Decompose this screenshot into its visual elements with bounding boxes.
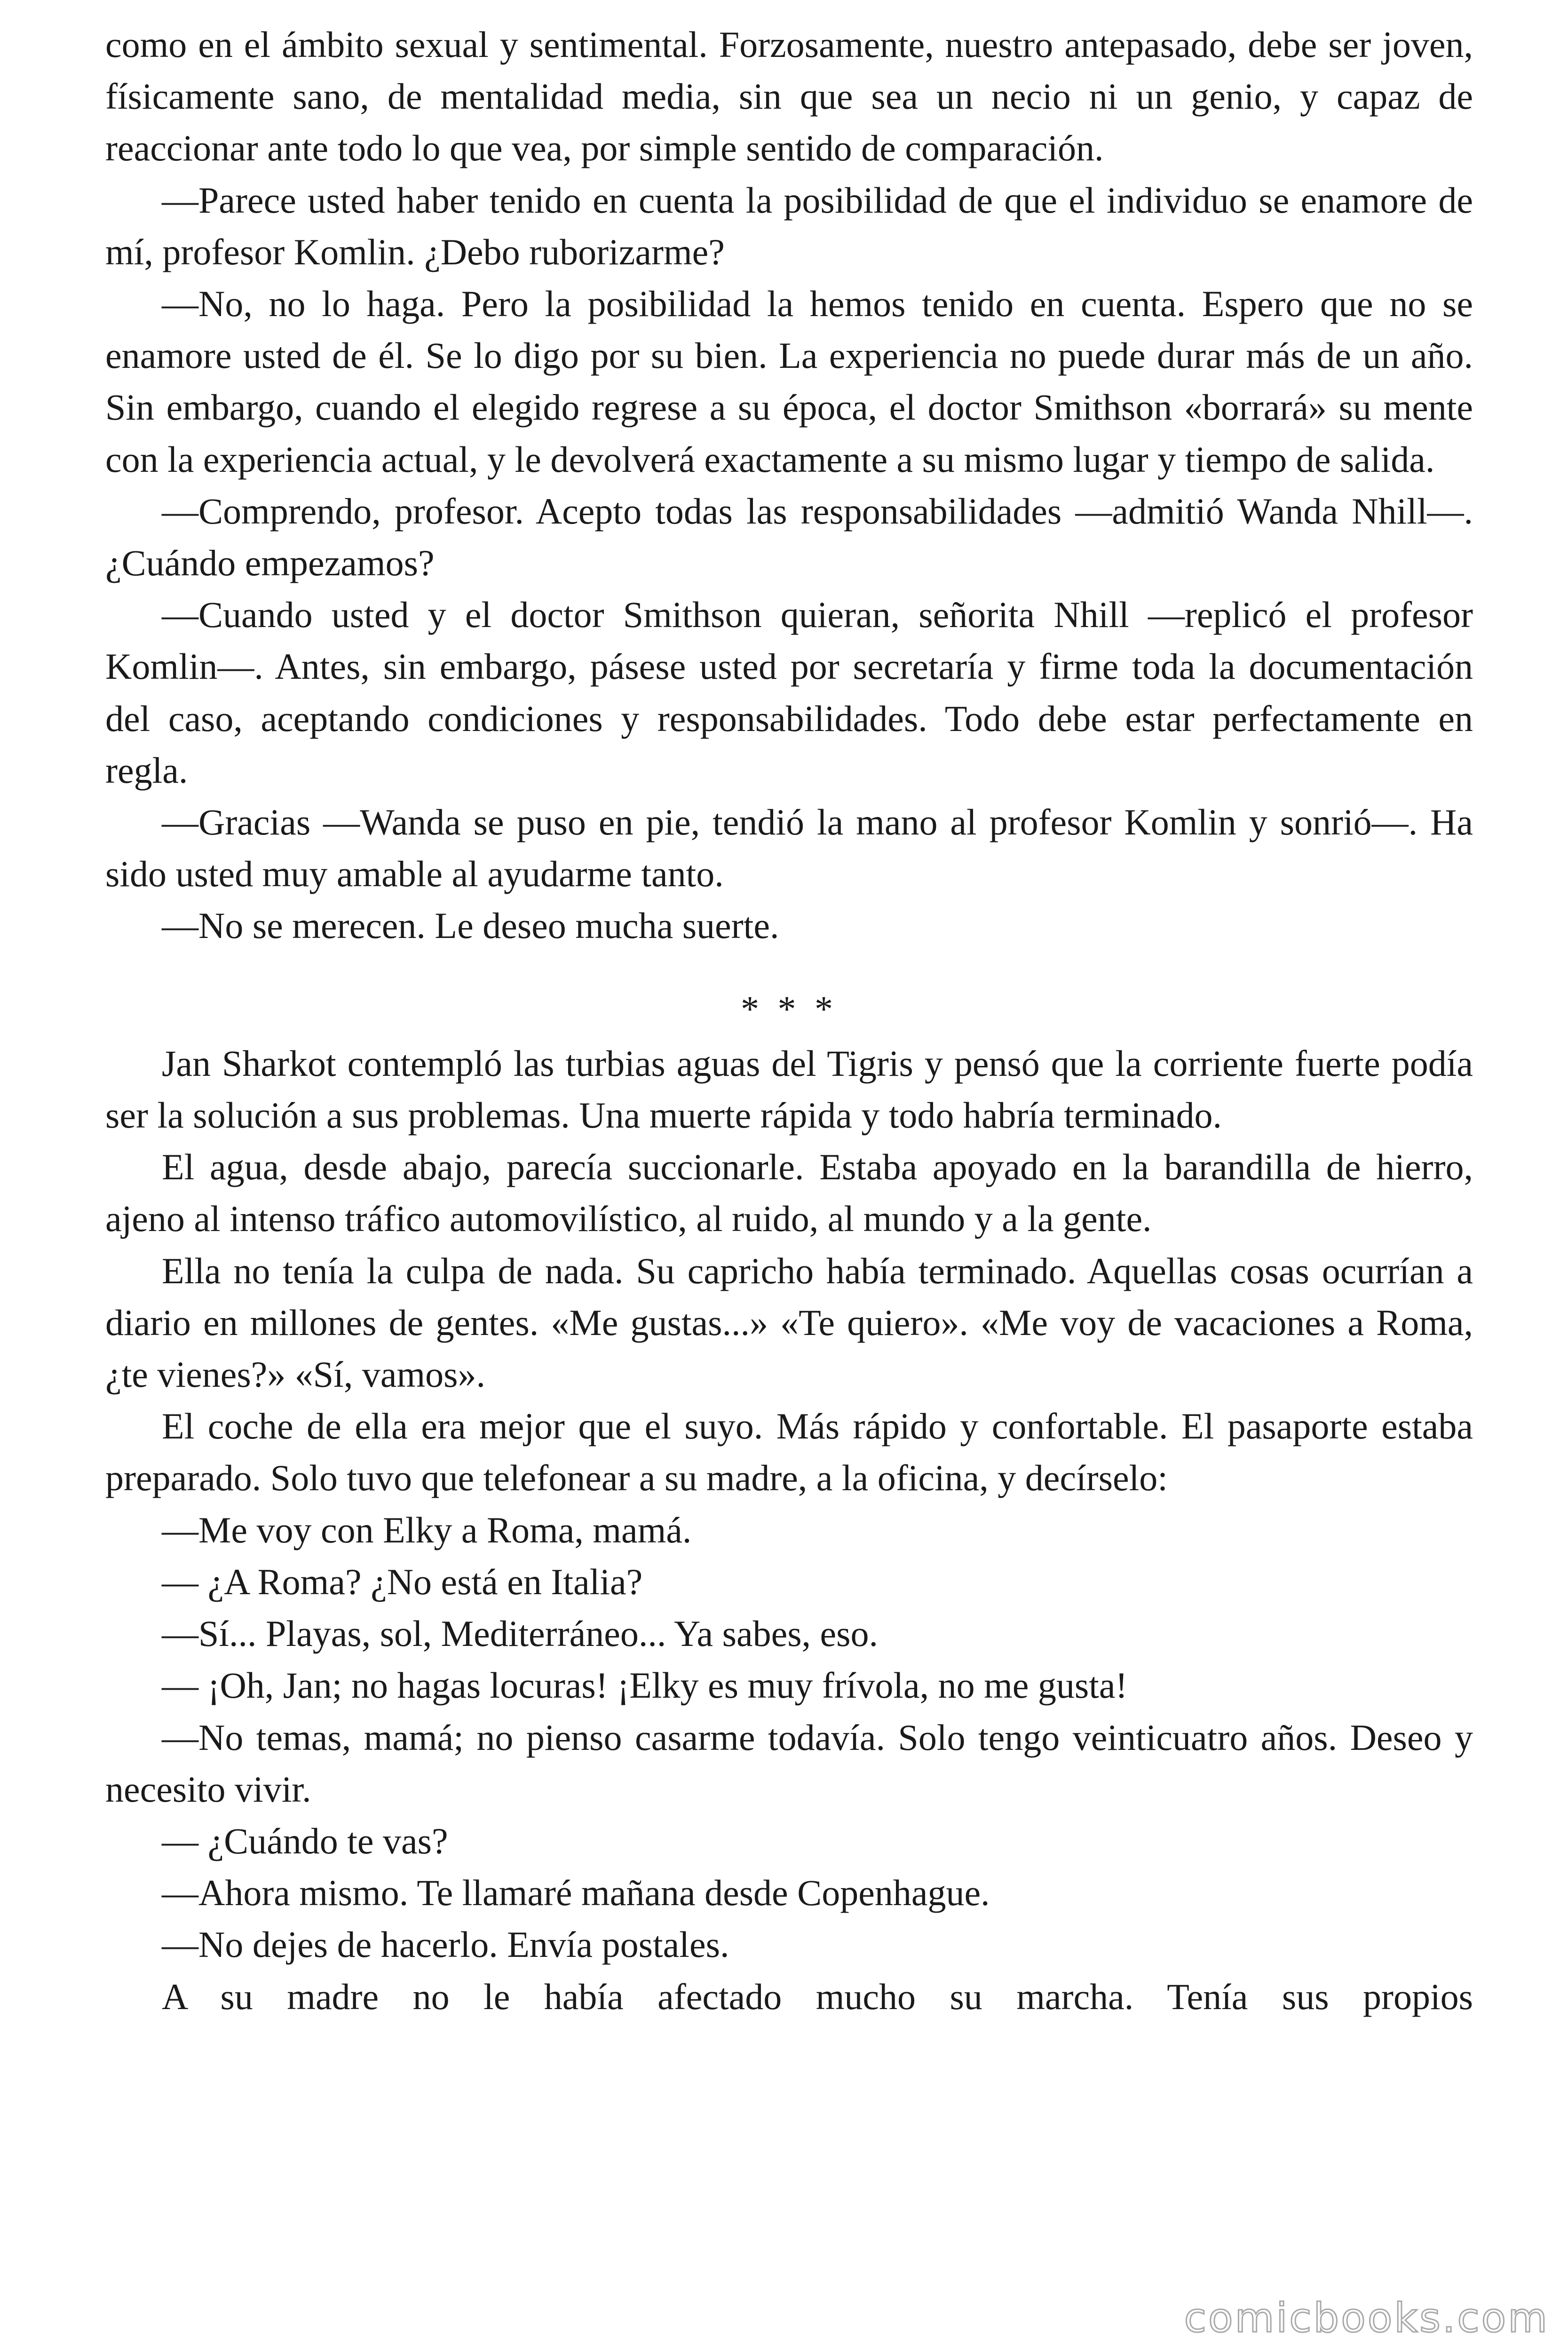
- paragraph-dialogue: —Sí... Playas, sol, Mediterráneo... Ya sabes, eso.: [162, 1613, 879, 1654]
- paragraph-dialogue: — ¿A Roma? ¿No está en Italia?: [162, 1561, 643, 1602]
- paragraph-narrative: Ella no tenía la culpa de nada. Su capricho había terminado. Aquellas cosas ocurrían a diario en millones de gentes. «Me gustas...» «Te quiero». «Me voy de vacaciones a Roma, ¿te vienes?» «Sí, vamos».: [105, 1250, 1473, 1395]
- paragraph-narrative: El agua, desde abajo, parecía succionarle. Estaba apoyado en la barandilla de hierro, ajeno al intenso tráfico automovilístico, al ruido, al mundo y a la gente.: [105, 1146, 1473, 1240]
- paragraph-dialogue: — ¿Cuándo te vas?: [162, 1820, 448, 1861]
- paragraph-dialogue: —Parece usted haber tenido en cuenta la posibilidad de que el individuo se enamore de mí, profesor Komlin. ¿Debo ruborizarme?: [105, 179, 1473, 272]
- paragraph-dialogue: —Cuando usted y el doctor Smithson quieran, señorita Nhill —replicó el profesor Komlin—. Antes, sin embargo, pásese usted por secretaría y firme toda la documentación del caso, aceptando condiciones y responsabilidades. Todo debe estar perfectamente en regla.: [105, 594, 1473, 791]
- paragraph-dialogue: —Gracias —Wanda se puso en pie, tendió la mano al profesor Komlin y sonrió—. Ha sido usted muy amable al ayudarme tanto.: [105, 802, 1473, 895]
- paragraph-dialogue: —Me voy con Elky a Roma, mamá.: [162, 1509, 692, 1550]
- paragraph-dialogue: —Ahora mismo. Te llamaré mañana desde Copenhague.: [162, 1872, 990, 1914]
- paragraph-dialogue: —No dejes de hacerlo. Envía postales.: [162, 1924, 729, 1965]
- paragraph-narrative: A su madre no le había afectado mucho su marcha. Tenía sus propios: [162, 1976, 1473, 2017]
- paragraph-continuation: como en el ámbito sexual y sentimental. Forzosamente, nuestro antepasado, debe ser joven, físicamente sano, de mentalidad media, sin que sea un necio ni un genio, y capaz de reaccionar ante todo lo que vea, por simple sentido de comparación.: [105, 24, 1473, 169]
- paragraph-dialogue: —No temas, mamá; no pienso casarme todavía. Solo tengo veinticuatro años. Deseo y necesito vivir.: [105, 1716, 1473, 1810]
- book-page: [105, 19, 1473, 2023]
- section-separator: * * *: [741, 988, 838, 1029]
- paragraph-dialogue: —No se merecen. Le deseo mucha suerte.: [162, 905, 779, 946]
- paragraph-narrative: Jan Sharkot contempló las turbias aguas del Tigris y pensó que la corriente fuerte podía ser la solución a sus problemas. Una muerte rápida y todo habría terminado.: [105, 1042, 1473, 1136]
- paragraph-dialogue: — ¡Oh, Jan; no hagas locuras! ¡Elky es muy frívola, no me gusta!: [162, 1665, 1128, 1706]
- paragraph-dialogue: —Comprendo, profesor. Acepto todas las responsabilidades —admitió Wanda Nhill—. ¿Cuándo empezamos?: [105, 490, 1473, 584]
- watermark-logo: comicbooks.com: [1184, 2295, 1549, 2342]
- paragraph-dialogue: —No, no lo haga. Pero la posibilidad la hemos tenido en cuenta. Espero que no se enamore usted de él. Se lo digo por su bien. La experiencia no puede durar más de un año. Sin embargo, cuando el elegido regrese a su época, el doctor Smithson «borrará» su mente con la experiencia actual, y le devolverá exactamente a su mismo lugar y tiempo de salida.: [105, 283, 1473, 480]
- paragraph-narrative: El coche de ella era mejor que el suyo. Más rápido y confortable. El pasaporte estaba preparado. Solo tuvo que telefonear a su madre, a la oficina, y decírselo:: [105, 1406, 1473, 1499]
